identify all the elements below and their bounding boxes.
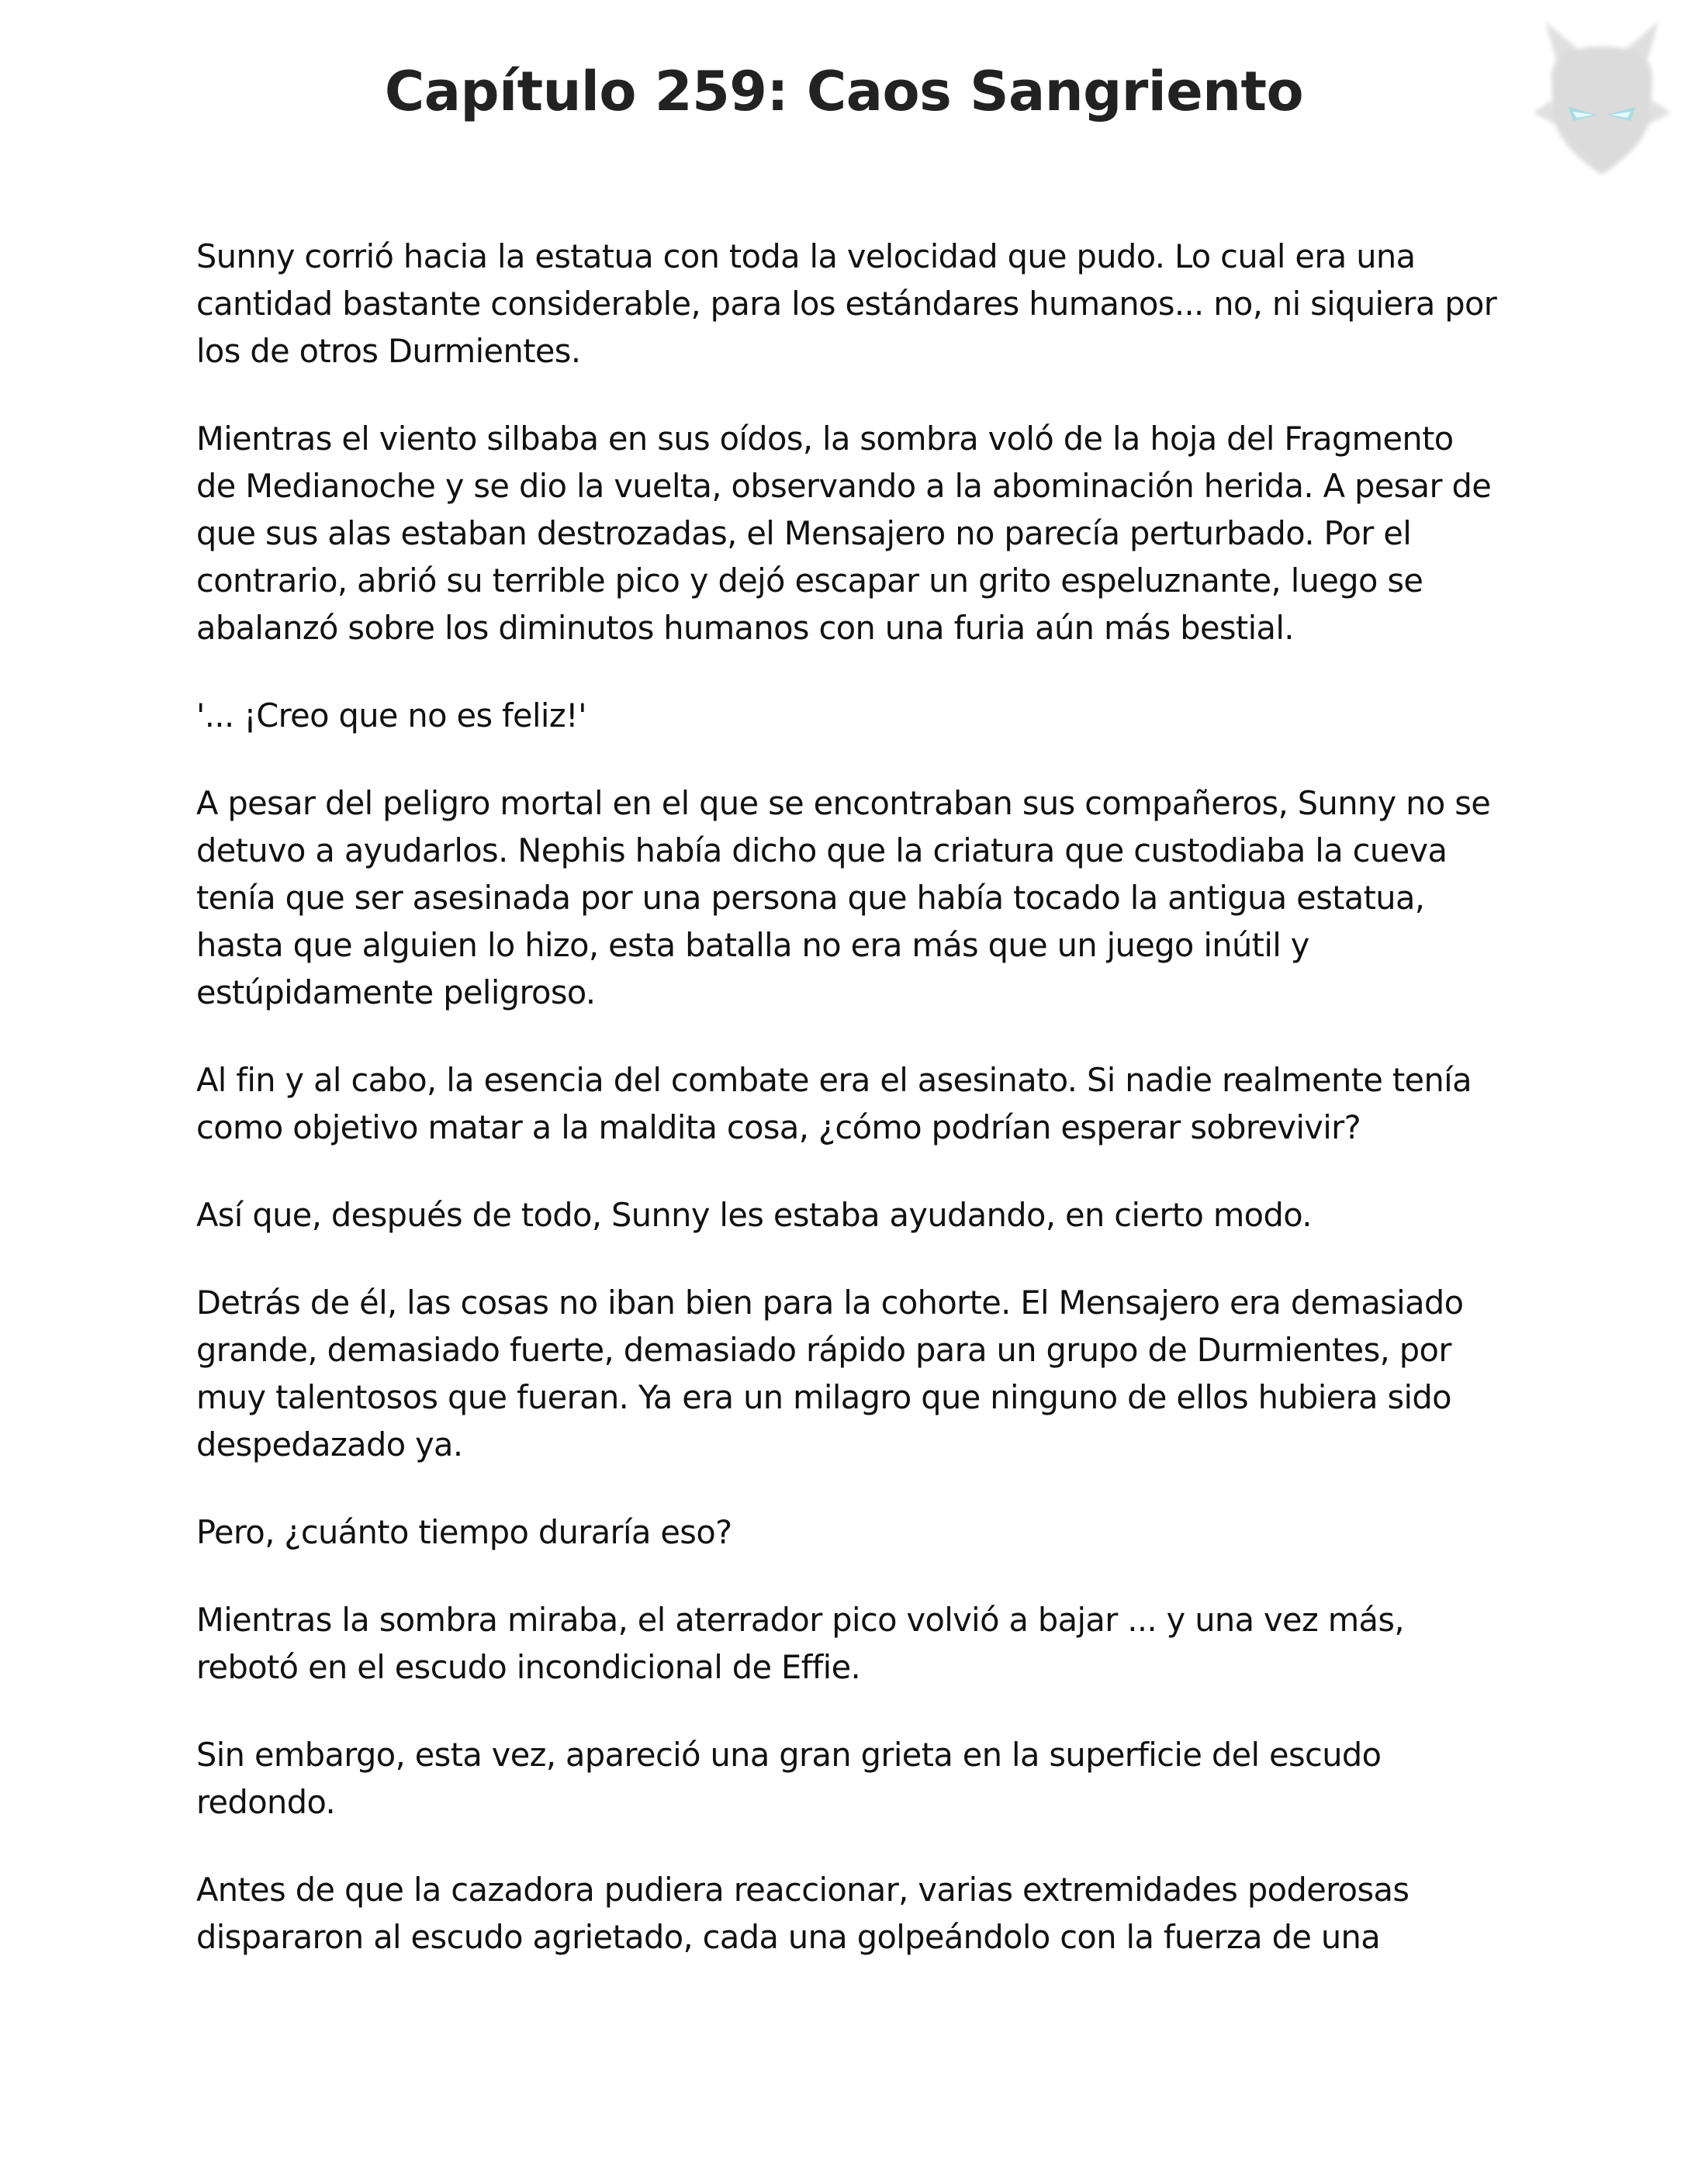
paragraph: Mientras el viento silbaba en sus oídos, la sombra voló de la hoja del Fragmento de Medianoche y se dio la vuelta, observando a la abominación herida. A pesar de que sus alas estaban destrozadas, el Mensajero no parecía perturbado. Por el contrario, abrió su terrible pico y dejó escapar un grito espeluznante, luego se abalanzó sobre los diminutos humanos con una furia aún más bestial.	[196, 420, 1492, 647]
demon-head-icon	[1528, 16, 1676, 190]
paragraph: Pero, ¿cuánto tiempo duraría eso?	[196, 1513, 732, 1551]
paragraph: Al fin y al cabo, la esencia del combate era el asesinato. Si nadie realmente tenía como objetivo matar a la maldita cosa, ¿cómo podrían esperar sobrevivir?	[196, 1061, 1472, 1146]
paragraph: Sin embargo, esta vez, apareció una gran grieta en la superficie del escudo redondo.	[196, 1736, 1382, 1821]
paragraph: Mientras la sombra miraba, el aterrador pico volvió a bajar ... y una vez más, rebotó en el escudo incondicional de Effie.	[196, 1601, 1404, 1686]
paragraph: Antes de que la cazadora pudiera reaccionar, varias extremidades poderosas dispararon al escudo agrietado, cada una golpeándolo con la fuerza de una	[196, 1871, 1410, 1956]
chapter-body	[196, 233, 1499, 2001]
paragraph: Así que, después de todo, Sunny les estaba ayudando, en cierto modo.	[196, 1196, 1312, 1234]
page-title: Capítulo 259: Caos Sangriento	[384, 60, 1304, 123]
paragraph: A pesar del peligro mortal en el que se encontraban sus compañeros, Sunny no se detuvo a ayudarlos. Nephis había dicho que la criatura que custodiaba la cueva tenía que ser asesinada por una persona que había tocado la antigua estatua, hasta que alguien lo hizo, esta batalla no era más que un juego inútil y estúpidamente peligroso.	[196, 784, 1491, 1011]
paragraph: '... ¡Creo que no es feliz!'	[196, 696, 586, 734]
paragraph: Detrás de él, las cosas no iban bien para la cohorte. El Mensajero era demasiado grande, demasiado fuerte, demasiado rápido para un grupo de Durmientes, por muy talentosos que fueran. Ya era un milagro que ninguno de ellos hubiera sido despedazado ya.	[196, 1284, 1464, 1463]
paragraph: Sunny corrió hacia la estatua con toda la velocidad que pudo. Lo cual era una cantidad bastante considerable, para los estándares humanos... no, ni siquiera por los de otros Durmientes.	[196, 237, 1497, 370]
